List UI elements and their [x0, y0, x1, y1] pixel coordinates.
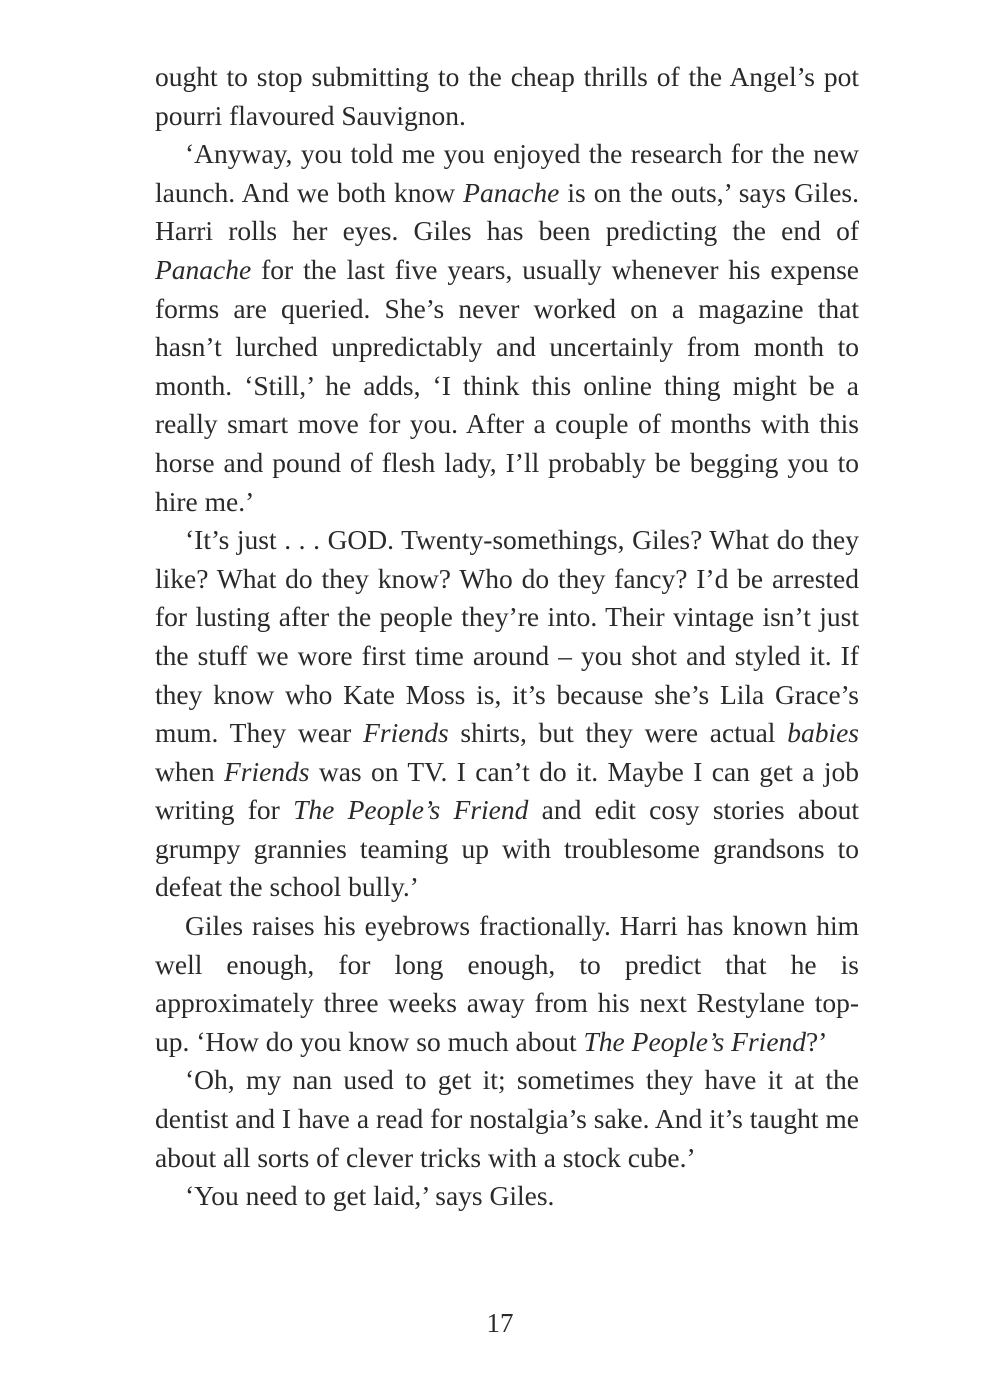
paragraph-text: was on TV. I can’t do it. Maybe I can get a job writing for — [155, 755, 859, 826]
paragraph — [155, 58, 859, 135]
italic-title-text: Friends — [363, 717, 449, 749]
paragraph-text: ‘It’s just . . . GOD. Twenty-somethings, Giles? What do they like? What do they know? Who do they fancy? I’d be arrested for lusting after the people they’re into. Their vintage isn’t just the stuff we wore first time around – you shot and styled it. If they know who Kate Moss is, it’s because she’s Lila Grace’s mum. They wear — [155, 524, 859, 749]
italic-title-text: babies — [787, 717, 859, 749]
paragraph-text: ought to stop submitting to the cheap thrills of the Angel’s pot pourri flavoured Sauvignon. — [155, 61, 859, 131]
paragraph — [155, 135, 859, 521]
book-page-body — [155, 58, 859, 1216]
paragraph-text: shirts, but they were actual — [448, 717, 788, 749]
paragraph-text: for the last five years, usually whenever his expense forms are queried. She’s never worked on a magazine that hasn’t lurched unpredictably and uncertainly from month to month. ‘Still,’ he adds, ‘I think this online thing might be a really smart move for you. After a couple of months with this horse and pound of flesh lady, I’ll probably be begging you to hire me.’ — [155, 253, 859, 517]
paragraph — [155, 521, 859, 907]
italic-title-text: Panache — [463, 176, 560, 208]
italic-title-text: Friends — [223, 755, 310, 787]
paragraph-text: ‘Anyway, you told me you enjoyed the research for the new launch. And we both know — [155, 138, 859, 208]
paragraph-text: ‘Oh, my nan used to get it; sometimes they have it at the dentist and I have a read for nostalgia’s sake. And it’s taught me about all sorts of clever tricks with a stock cube.’ — [155, 1064, 859, 1173]
paragraph — [155, 1177, 859, 1216]
paragraph — [155, 907, 859, 1061]
paragraph-text: Giles raises his eyebrows fractionally. Harri has known him well enough, for long enough, to predict that he is approximately three weeks away from his next Restylane top-up. ‘How do you know so much about — [155, 910, 859, 1057]
italic-title-text: Panache — [155, 253, 252, 285]
italic-title-text: The People’s Friend — [583, 1025, 807, 1057]
paragraph-text: is on the outs,’ says Giles. Harri rolls her eyes. Giles has been predicting the end of — [155, 176, 859, 247]
paragraph — [155, 1061, 859, 1177]
paragraph-text: when — [155, 755, 224, 787]
paragraph-text: and edit cosy stories about grumpy grannies teaming up with troublesome grandsons to defeat the school bully.’ — [155, 794, 859, 903]
page-number: 17 — [486, 1308, 514, 1338]
paragraph-text: ‘You need to get laid,’ says Giles. — [185, 1180, 555, 1212]
paragraph-text: ?’ — [806, 1025, 828, 1057]
italic-title-text: The People’s Friend — [293, 794, 529, 826]
